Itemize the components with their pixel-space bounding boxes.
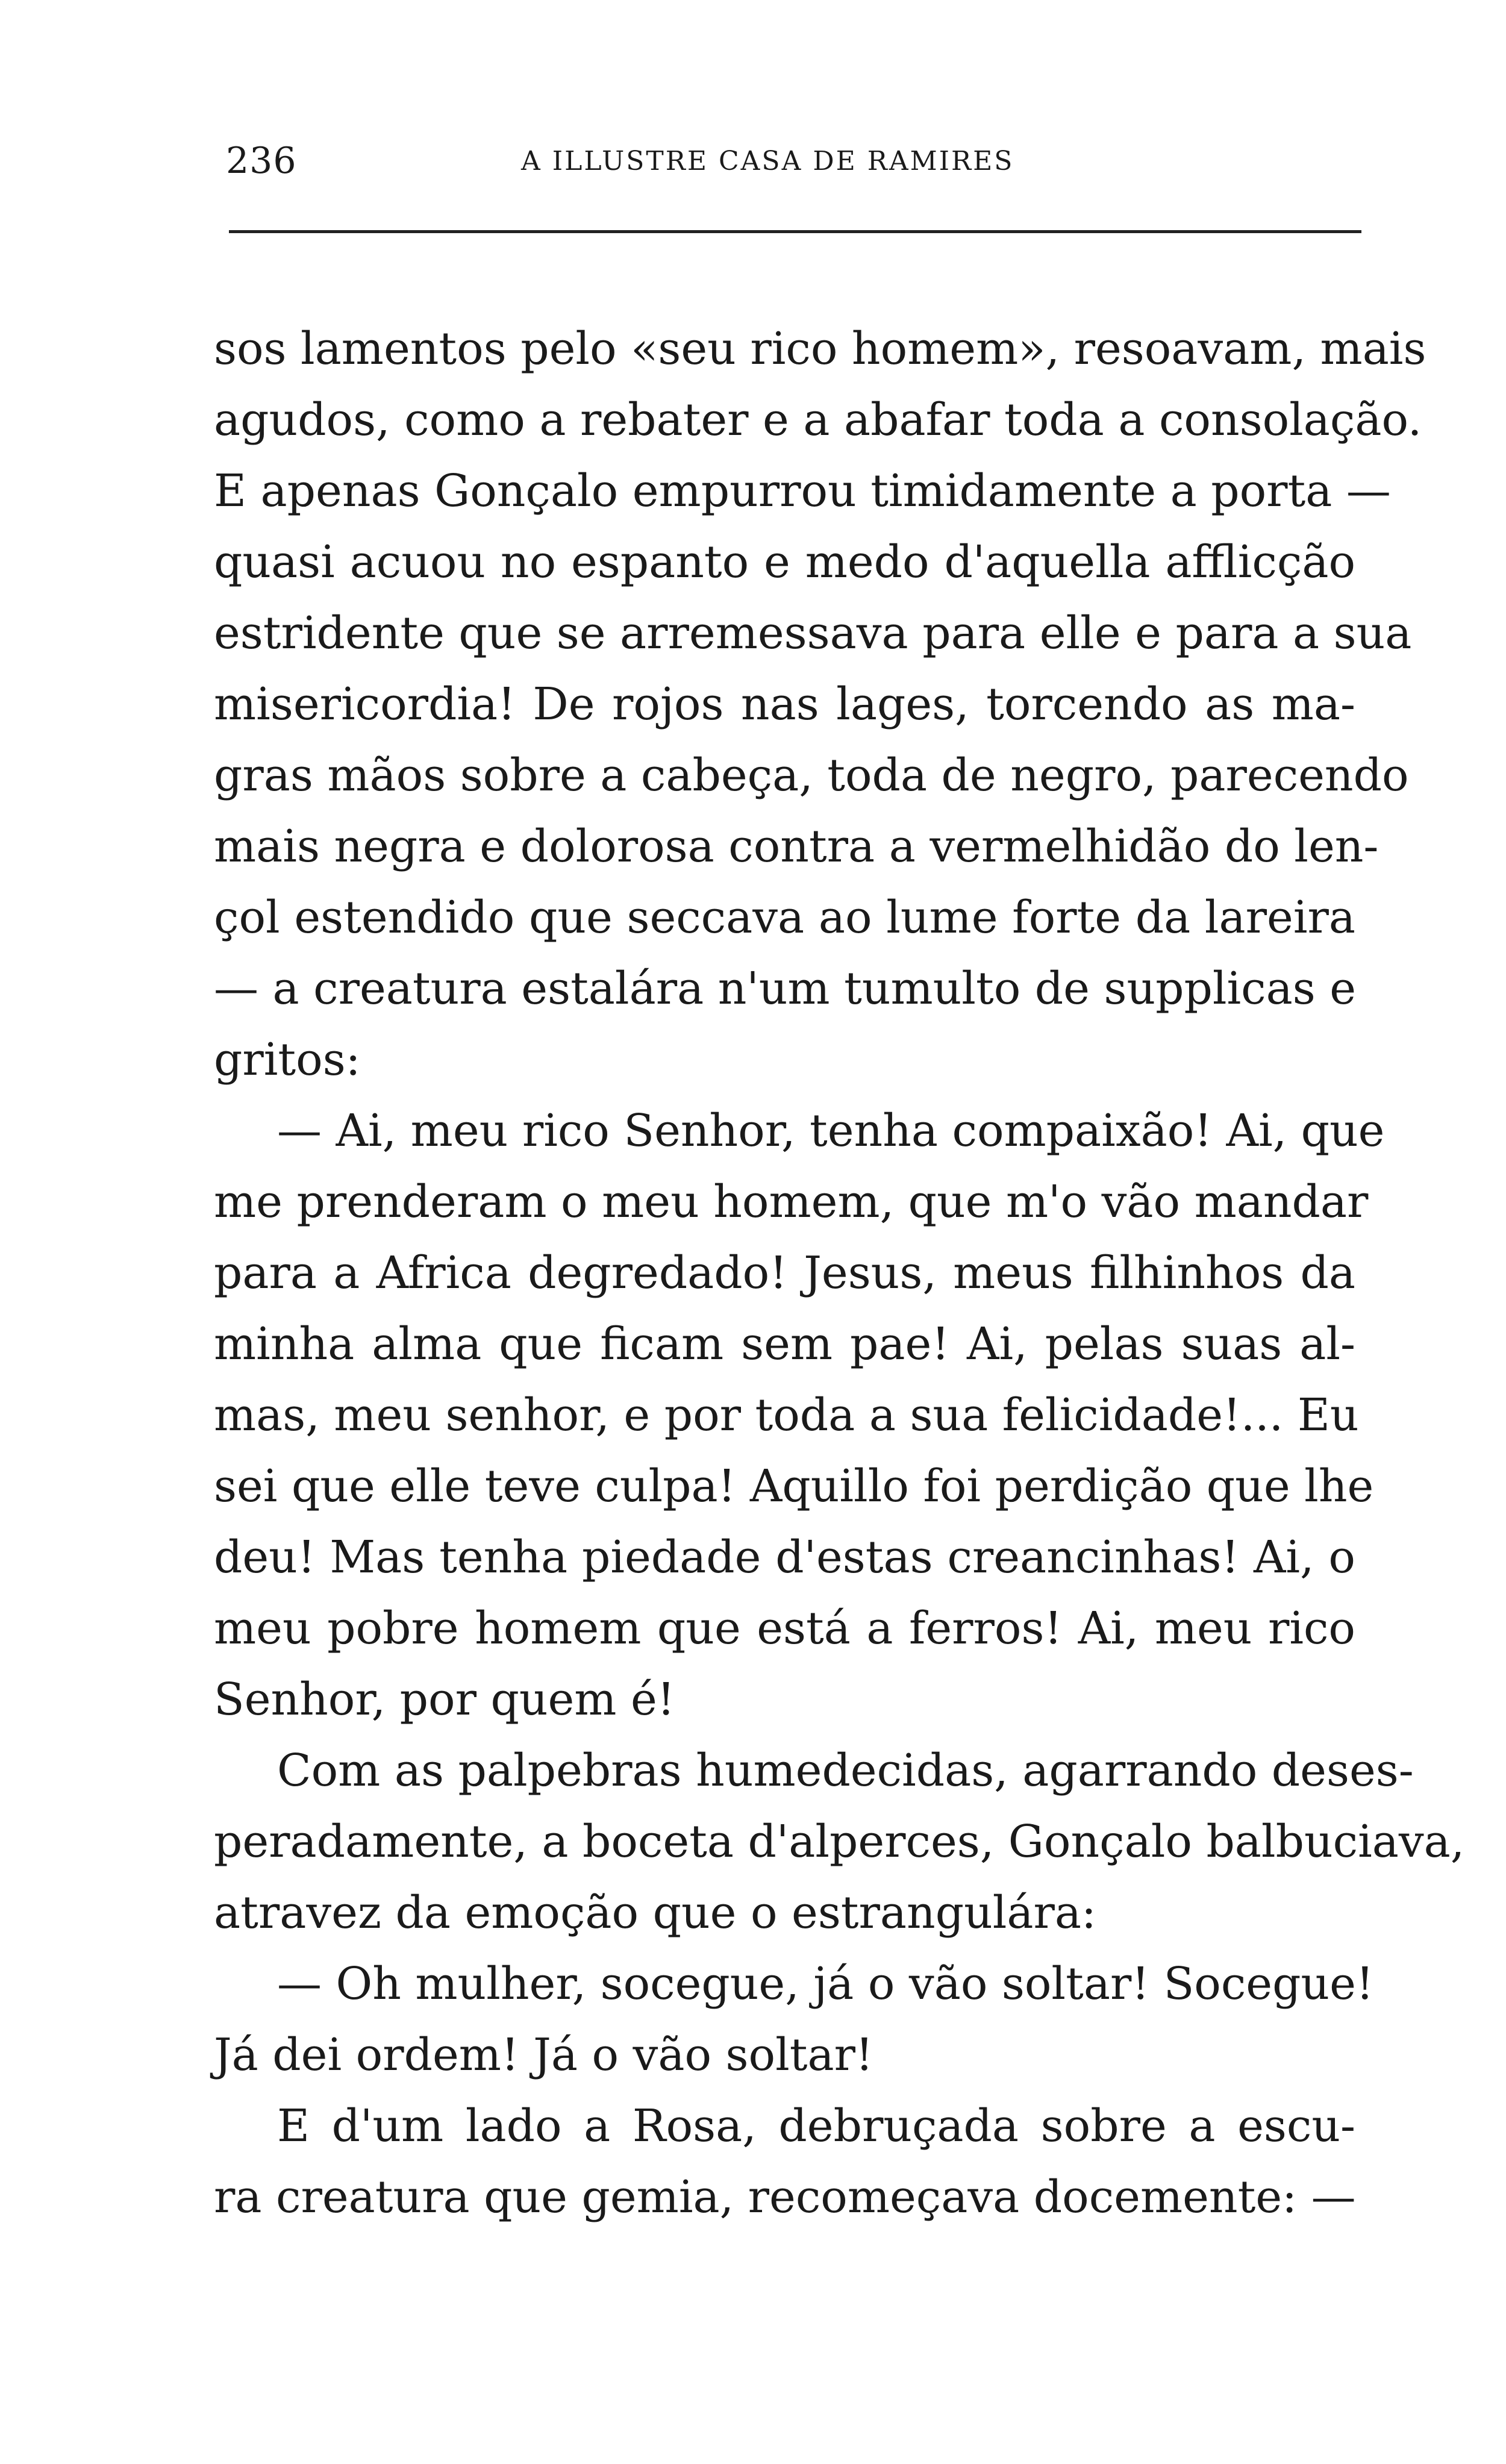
text-line: deu! Mas tenha piedade d'estas creancinhas! Ai, o — [214, 1531, 1355, 1583]
running-title: A ILLUSTRE CASA DE RAMIRES — [521, 146, 1014, 177]
page-header — [223, 140, 1361, 194]
text-line: gras mãos sobre a cabeça, toda de negro, parecendo — [214, 749, 1409, 801]
page-number: 236 — [226, 140, 297, 182]
text-line: sei que elle teve culpa! Aquillo foi perdição que lhe — [214, 1460, 1374, 1512]
text-line: — a creatura estalára n'um tumulto de supplicas e — [214, 963, 1357, 1015]
text-line: mais negra e dolorosa contra a vermelhidão do len- — [214, 821, 1379, 872]
text-line: atravez da emoção que o estrangulára: — [214, 1887, 1096, 1939]
text-line: quasi acuou no espanto e medo d'aquella afflicção — [214, 536, 1355, 588]
text-line: ra creatura que gemia, recomeçava docemente: — — [214, 2171, 1356, 2223]
text-line: agudos, como a rebater e a abafar toda a consolação. — [214, 394, 1422, 446]
text-line: para a Africa degredado! Jesus, meus filhinhos da — [214, 1247, 1355, 1299]
text-line: — Oh mulher, socegue, já o vão soltar! Socegue! — [277, 1958, 1374, 2010]
text-line: E d'um lado a Rosa, debruçada sobre a escu- — [277, 2100, 1355, 2152]
text-line: Já dei ordem! Já o vão soltar! — [214, 2029, 873, 2081]
text-line: mas, meu senhor, e por toda a sua felicidade!... Eu — [214, 1389, 1359, 1441]
text-line: Senhor, por quem é! — [214, 1674, 675, 1725]
text-line: — Ai, meu rico Senhor, tenha compaixão! Ai, que — [277, 1105, 1385, 1157]
text-line: me prenderam o meu homem, que m'o vão mandar — [214, 1176, 1369, 1228]
text-line: misericordia! De rojos nas lages, torcendo as ma- — [214, 678, 1355, 730]
text-line: gritos: — [214, 1034, 361, 1086]
header-rule — [229, 230, 1361, 233]
text-line: Com as palpebras humedecidas, agarrando deses- — [277, 1745, 1414, 1796]
body-text — [214, 313, 1465, 2233]
text-line: çol estendido que seccava ao lume forte da lareira — [214, 892, 1355, 943]
text-line: peradamente, a boceta d'alperces, Gonçalo balbuciava, — [214, 1816, 1465, 1868]
text-line: E apenas Gonçalo empurrou timidamente a porta — — [214, 465, 1391, 517]
text-line: minha alma que ficam sem pae! Ai, pelas suas al- — [214, 1318, 1355, 1370]
text-line: meu pobre homem que está a ferros! Ai, meu rico — [214, 1603, 1355, 1654]
text-line: estridente que se arremessava para elle e para a sua — [214, 607, 1412, 659]
text-line: sos lamentos pelo «seu rico homem», resoavam, mais — [214, 323, 1426, 375]
